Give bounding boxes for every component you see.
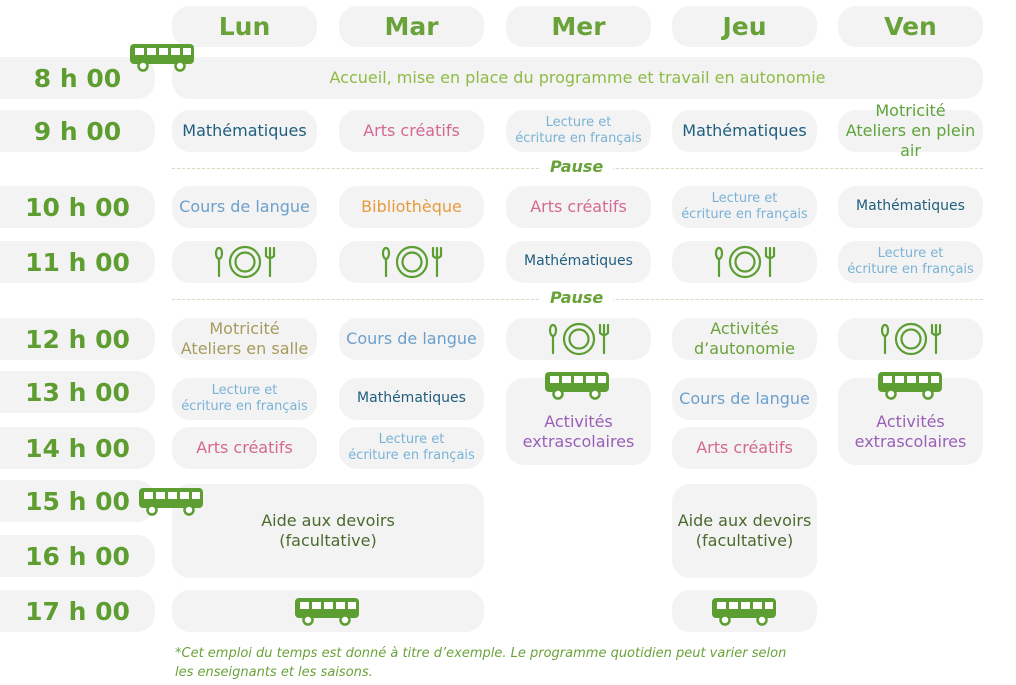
cell-lun-13h: Lecture et écriture en français xyxy=(172,378,317,420)
meal-plate-icon xyxy=(876,321,946,357)
accueil-cell: Accueil, mise en place du programme et travail en autonomie xyxy=(172,57,983,99)
day-header-mer: Mer xyxy=(506,6,651,47)
time-label-10h: 10 h 00 xyxy=(0,186,155,228)
day-header-ven: Ven xyxy=(838,6,983,47)
cell-mer-12h xyxy=(506,318,651,360)
time-label-12h: 12 h 00 xyxy=(0,318,155,360)
time-label-16h: 16 h 00 xyxy=(0,535,155,577)
cell-mer-11h: Mathématiques xyxy=(506,241,651,283)
cell-lun-10h: Cours de langue xyxy=(172,186,317,228)
cell-mer-10h: Arts créatifs xyxy=(506,186,651,228)
cell-mar-12h: Cours de langue xyxy=(339,318,484,360)
cell-jeu-13h: Cours de langue xyxy=(672,378,817,420)
time-label-13h: 13 h 00 xyxy=(0,371,155,413)
cell-ven-12h xyxy=(838,318,983,360)
cell-lun-12h: Motricité Ateliers en salle xyxy=(172,318,317,360)
day-header-lun: Lun xyxy=(172,6,317,47)
time-label-15h: 15 h 00 xyxy=(0,480,155,522)
bus-icon xyxy=(137,486,207,516)
cell-mar-9h: Arts créatifs xyxy=(339,110,484,152)
cell-jeu-14h: Arts créatifs xyxy=(672,427,817,469)
pause-label: Pause xyxy=(540,157,613,176)
cell-lun-mar-17h xyxy=(172,590,484,632)
aide-devoirs-jeu: Aide aux devoirs (facultative) xyxy=(672,484,817,578)
cell-ven-10h: Mathématiques xyxy=(838,186,983,228)
time-label-17h: 17 h 00 xyxy=(0,590,155,632)
cell-jeu-11h xyxy=(672,241,817,283)
cell-ven-11h: Lecture et écriture en français xyxy=(838,241,983,283)
cell-jeu-12h: Activités d’autonomie xyxy=(672,318,817,360)
bus-icon xyxy=(710,596,780,626)
bus-icon xyxy=(876,370,946,400)
cell-jeu-9h: Mathématiques xyxy=(672,110,817,152)
time-label-8h: 8 h 00 xyxy=(0,57,155,99)
cell-mar-11h xyxy=(339,241,484,283)
cell-jeu-17h xyxy=(672,590,817,632)
time-label-9h: 9 h 00 xyxy=(0,110,155,152)
cell-mar-14h: Lecture et écriture en français xyxy=(339,427,484,469)
meal-plate-icon xyxy=(210,244,280,280)
cell-ven-13h: Activités extrascolaires xyxy=(838,378,983,465)
aide-devoirs-lun-mar: Aide aux devoirs (facultative) xyxy=(172,484,484,578)
cell-mer-13h: Activités extrascolaires xyxy=(506,378,651,465)
cell-mar-13h: Mathématiques xyxy=(339,378,484,420)
day-header-jeu: Jeu xyxy=(672,6,817,47)
cell-lun-14h: Arts créatifs xyxy=(172,427,317,469)
meal-plate-icon xyxy=(710,244,780,280)
cell-lun-11h xyxy=(172,241,317,283)
bus-icon xyxy=(543,370,613,400)
bus-icon xyxy=(128,42,198,72)
time-label-11h: 11 h 00 xyxy=(0,241,155,283)
cell-jeu-10h: Lecture et écriture en français xyxy=(672,186,817,228)
day-header-mar: Mar xyxy=(339,6,484,47)
footnote: *Cet emploi du temps est donné à titre d’exemple. Le programme quotidien peut varier selon les enseignants et les saisons. xyxy=(175,646,787,680)
cell-ven-9h: Motricité Ateliers en plein air xyxy=(838,110,983,152)
cell-lun-9h: Mathématiques xyxy=(172,110,317,152)
meal-plate-icon xyxy=(544,321,614,357)
pause-label: Pause xyxy=(540,288,613,307)
cell-mer-9h: Lecture et écriture en français xyxy=(506,110,651,152)
cell-mar-10h: Bibliothèque xyxy=(339,186,484,228)
time-label-14h: 14 h 00 xyxy=(0,427,155,469)
bus-icon xyxy=(293,596,363,626)
meal-plate-icon xyxy=(377,244,447,280)
